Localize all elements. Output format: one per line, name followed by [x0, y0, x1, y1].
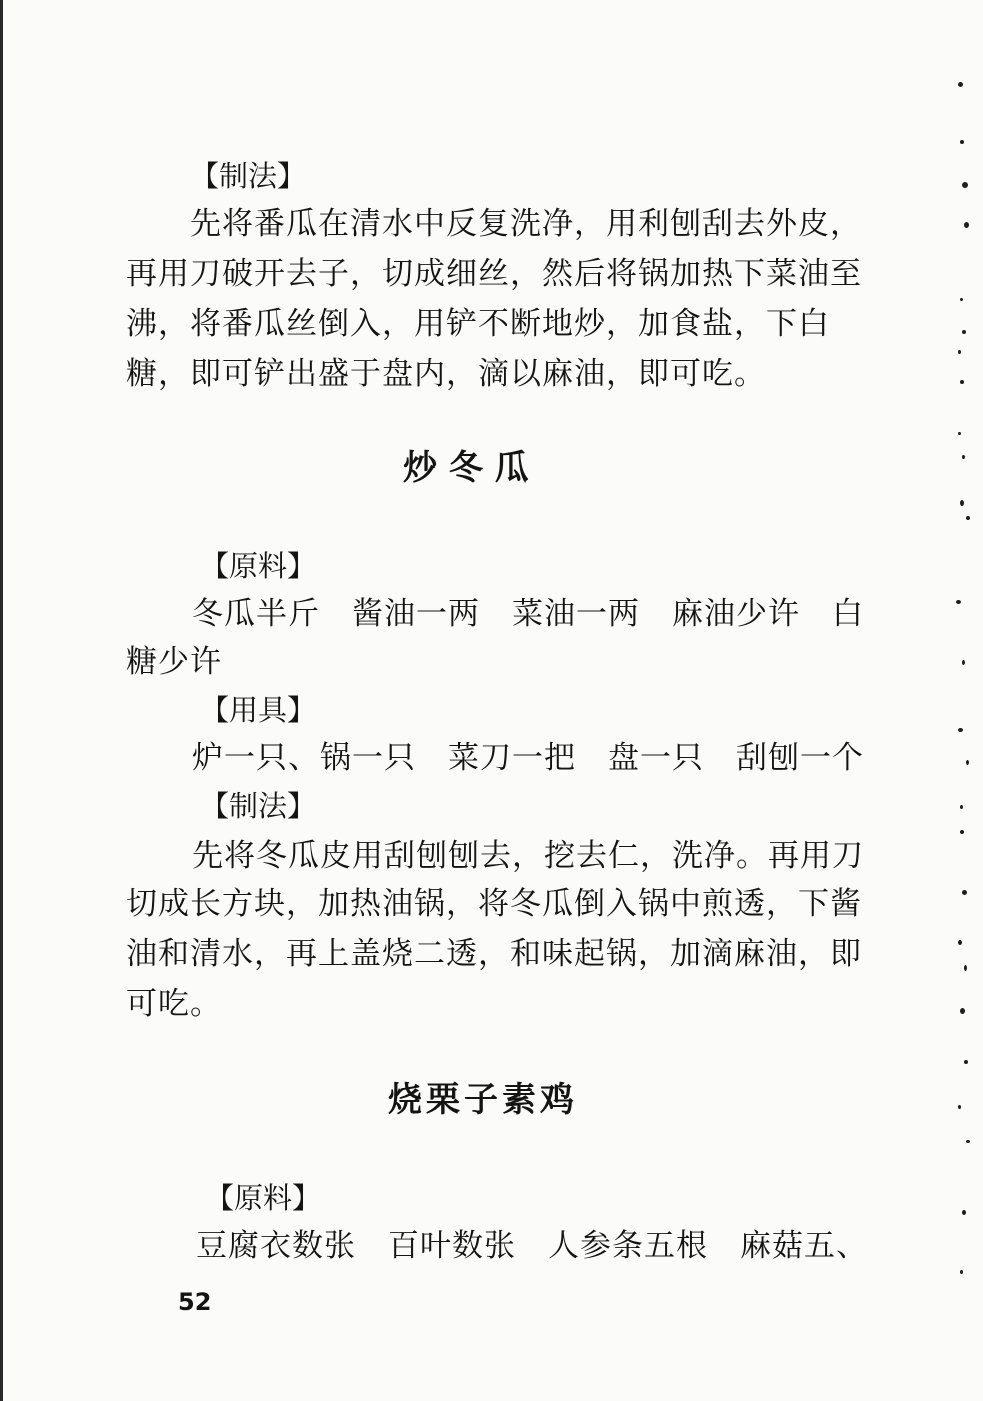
ingredients-line: 糖少许: [126, 644, 222, 680]
tools-tag: 【用具】: [200, 693, 317, 727]
method-line: 油和清水，再上盖烧二透，和味起锅，加滴麻油，即: [126, 936, 862, 972]
tools-line: 炉一只、锅一只 菜刀一把 盘一只 刮刨一个: [192, 740, 864, 776]
method-tag: 【制法】: [200, 789, 317, 823]
scan-edge-specks: [940, 60, 980, 1310]
ingredients-line: 豆腐衣数张 百叶数张 人参条五根 麻菇五、: [196, 1228, 868, 1264]
recipe-title: 炒 冬 瓜: [403, 448, 529, 488]
method-line: 再用刀破开去子，切成细丝，然后将锅加热下菜油至: [126, 256, 862, 292]
method-line: 先将番瓜在清水中反复洗净，用利刨刮去外皮，: [190, 206, 862, 242]
ingredients-tag: 【原料】: [200, 549, 317, 583]
page-left-edge: [0, 0, 3, 1401]
method-line: 先将冬瓜皮用刮刨刨去，挖去仁，洗净。再用刀: [192, 838, 864, 874]
page-number: 52: [178, 1288, 212, 1316]
ingredients-line: 冬瓜半斤 酱油一两 菜油一两 麻油少许 白: [192, 596, 864, 632]
method-line: 沸，将番瓜丝倒入，用铲不断地炒，加食盐，下白: [126, 306, 830, 342]
method-tag: 【制法】: [190, 159, 307, 193]
ingredients-tag: 【原料】: [205, 1181, 322, 1215]
method-line: 可吃。: [126, 986, 222, 1022]
recipe-title: 烧栗子素鸡: [388, 1080, 578, 1120]
method-line: 糖，即可铲出盛于盘内，滴以麻油，即可吃。: [126, 356, 766, 392]
method-line: 切成长方块，加热油锅，将冬瓜倒入锅中煎透，下酱: [126, 886, 862, 922]
